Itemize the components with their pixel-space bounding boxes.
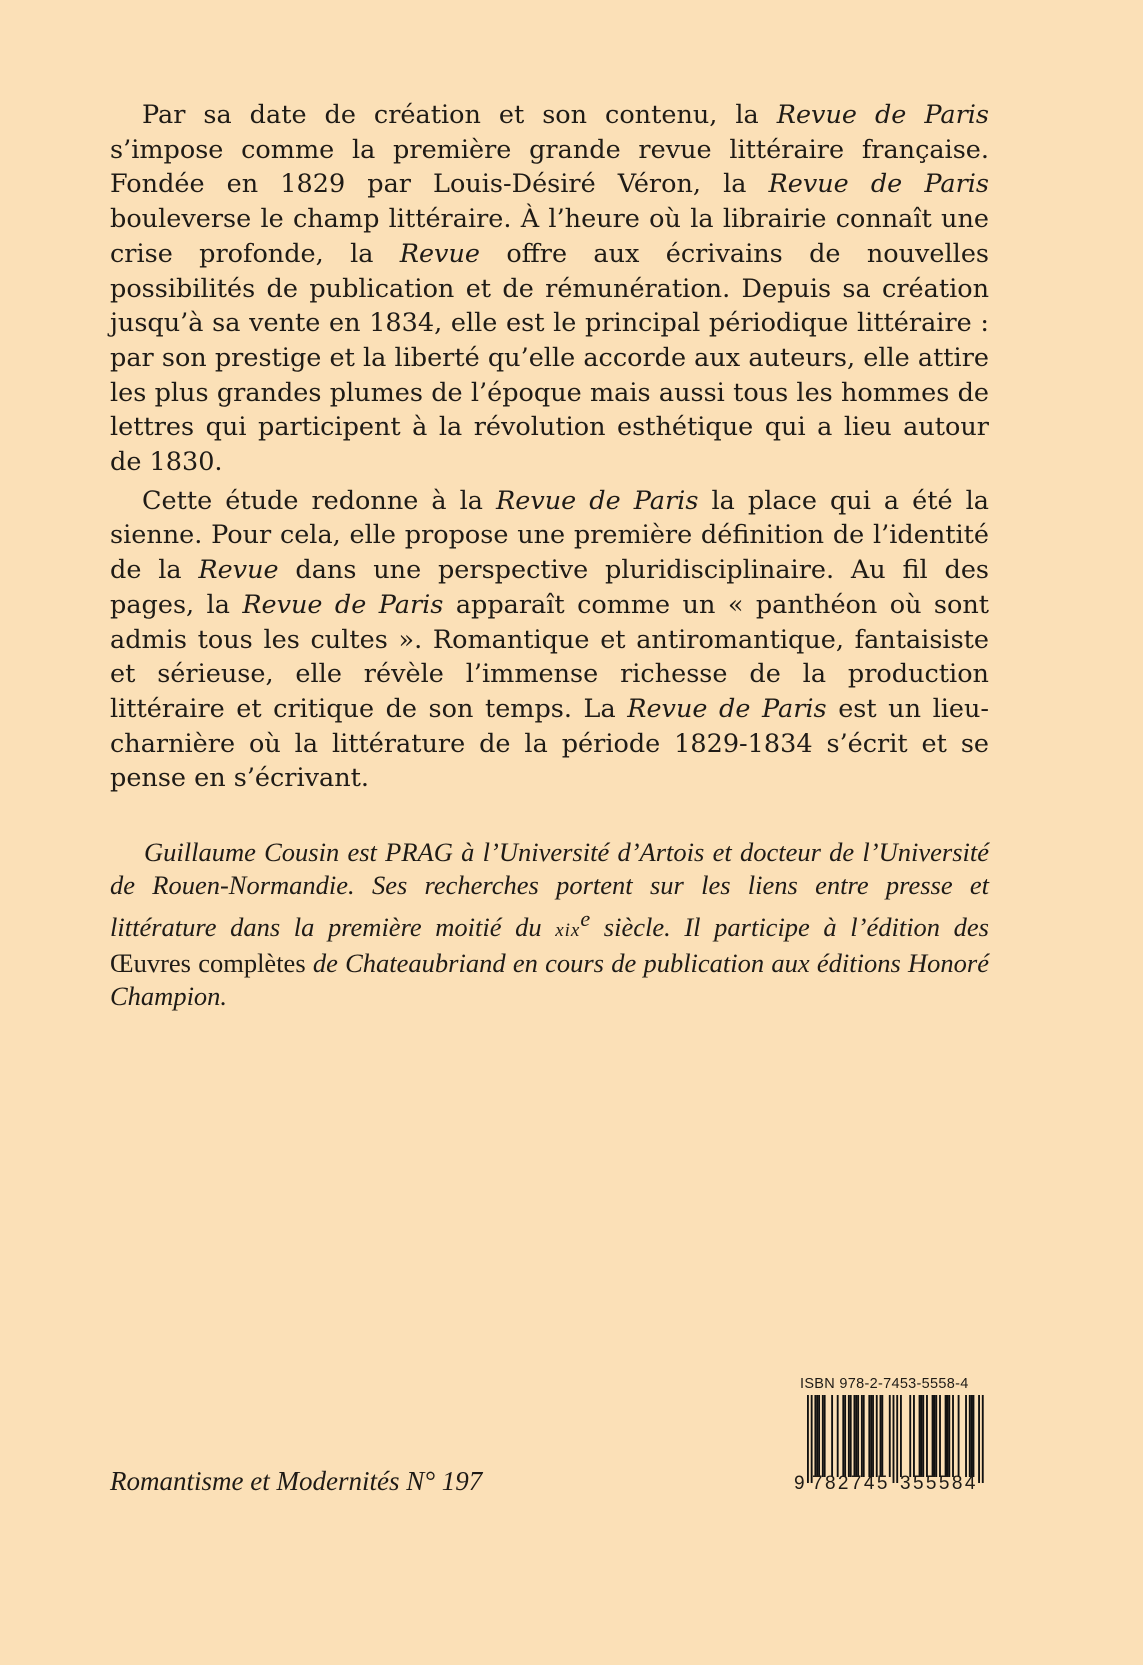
bio-text: de Chateaubriand en cours de publication aux éditions Honoré Champion. bbox=[110, 947, 989, 1011]
barcode-bar bbox=[932, 1395, 934, 1477]
barcode-bar bbox=[854, 1395, 856, 1477]
barcode-bar bbox=[965, 1395, 967, 1477]
barcode-bar bbox=[881, 1395, 883, 1477]
barcode-bars bbox=[794, 1395, 990, 1483]
barcode-bar bbox=[811, 1395, 813, 1483]
barcode-bar bbox=[920, 1395, 922, 1477]
century-numeral: xix bbox=[555, 919, 581, 941]
title-run: Revue bbox=[198, 555, 279, 586]
bio-text: siècle. Il participe à l’édition des bbox=[590, 911, 989, 942]
text-run: Par sa date de création et son contenu, la bbox=[142, 100, 777, 130]
text-run: la place qui a été la sienne. Pour cela, elle propose une première définition de l’identité de la bbox=[110, 485, 989, 586]
barcode-bar bbox=[850, 1395, 852, 1477]
text-run: bouleverse le champ littéraire. À l’heure où la librairie connaît une crise profonde, la bbox=[110, 204, 989, 269]
barcode-bar bbox=[973, 1395, 975, 1477]
century-superscript: e bbox=[580, 906, 591, 931]
barcode-bar bbox=[952, 1395, 954, 1477]
series-name: Romantisme et Modernités N° 197 bbox=[110, 1466, 483, 1496]
barcode-bar bbox=[945, 1395, 947, 1477]
barcode-bar bbox=[948, 1395, 950, 1477]
barcode-bar bbox=[896, 1395, 898, 1483]
author-bio bbox=[110, 836, 989, 1013]
barcode-bar bbox=[861, 1395, 863, 1477]
title-run: Revue de Paris bbox=[768, 169, 989, 200]
barcode-bar bbox=[822, 1395, 824, 1477]
title-run: Revue de Paris bbox=[496, 485, 699, 516]
back-cover-blurb bbox=[110, 98, 989, 800]
barcode-bar bbox=[816, 1395, 818, 1477]
barcode-bar bbox=[958, 1395, 960, 1477]
barcode-bar bbox=[844, 1395, 846, 1477]
barcode-bar bbox=[893, 1395, 895, 1483]
barcode-bar bbox=[919, 1395, 921, 1477]
barcode-bar bbox=[842, 1395, 844, 1477]
barcode-bar bbox=[969, 1395, 971, 1477]
barcode-bar bbox=[807, 1395, 809, 1483]
barcode-bar bbox=[909, 1395, 911, 1477]
text-run: offre aux écrivains de nouvelles possibilités de publication et de rémunération. Depuis sa création jusqu’à sa vente en 1834, elle est le principal périodique littéraire : par son prestige et la liberté qu’elle accorde aux auteurs, elle attire les plus grandes plumes de l’époque mais aussi tous les hommes de lettres qui participent à la révolution esthétique qui a lieu autour de 1830. bbox=[110, 238, 990, 478]
title-run: Revue de Paris bbox=[627, 693, 827, 724]
isbn-barcode bbox=[794, 1375, 990, 1494]
barcode-bar bbox=[870, 1395, 872, 1477]
text-run: Cette étude redonne à la bbox=[142, 485, 497, 516]
title-run: Revue bbox=[399, 238, 480, 269]
barcode-bar bbox=[872, 1395, 874, 1477]
barcode-bar bbox=[922, 1395, 924, 1477]
ean-first-digit: 9 bbox=[794, 1473, 805, 1494]
isbn-label: ISBN 978-2-7453-5558-4 bbox=[800, 1376, 969, 1392]
barcode-bar bbox=[880, 1395, 882, 1477]
barcode-bar bbox=[913, 1395, 915, 1477]
barcode-bar bbox=[857, 1395, 859, 1477]
barcode-bar bbox=[868, 1395, 870, 1477]
work-title: Œuvres complètes bbox=[110, 947, 306, 978]
text-run: s’impose comme la première grande revue littéraire française. Fondée en 1829 par Louis-Désiré Véron, la bbox=[110, 134, 989, 200]
barcode-bar bbox=[982, 1395, 984, 1483]
title-run: Revue de Paris bbox=[776, 100, 990, 130]
blurb-paragraph-2 bbox=[110, 484, 989, 796]
barcode-bar bbox=[900, 1395, 902, 1477]
barcode-bar bbox=[818, 1395, 820, 1477]
barcode-bar bbox=[814, 1395, 816, 1477]
barcode-bar bbox=[947, 1395, 949, 1477]
barcode-bar bbox=[933, 1395, 935, 1477]
barcode-bar bbox=[855, 1395, 857, 1477]
bio-text: Guillaume Cousin est PRAG à l’Université d’Artois et docteur de l’Université de Rouen-Normandie. Ses recherches portent sur les liens entre presse et littérature dans la première moitié du bbox=[110, 837, 989, 942]
barcode-bar bbox=[824, 1395, 826, 1477]
barcode-bar bbox=[876, 1395, 878, 1477]
ean-right-group: 355584 bbox=[900, 1473, 978, 1494]
text-run: dans une perspective pluridisciplinaire. Au fil des pages, la bbox=[110, 555, 989, 620]
text-run: apparaît comme un « panthéon où sont admis tous les cultes ». Romantique et antiromantique, fantaisiste et sérieuse, elle révèle l’immense richesse de la production littéraire et critique de son temps. La bbox=[110, 589, 990, 724]
barcode-bar bbox=[939, 1395, 941, 1477]
barcode-bar bbox=[971, 1395, 973, 1477]
barcode-bar bbox=[863, 1395, 865, 1477]
text-run: est un lieu-charnière où la littérature de la période 1829-1834 s’écrit et se pense en s’écrivant. bbox=[110, 693, 990, 794]
barcode-bar bbox=[837, 1395, 839, 1477]
ean-left-group: 782745 bbox=[812, 1473, 890, 1494]
barcode-bar bbox=[926, 1395, 928, 1477]
barcode-bar bbox=[889, 1395, 891, 1477]
barcode-bar bbox=[831, 1395, 833, 1477]
barcode-bar bbox=[848, 1395, 850, 1477]
barcode-bar bbox=[978, 1395, 980, 1483]
barcode-bar bbox=[935, 1395, 937, 1477]
title-run: Revue de Paris bbox=[242, 589, 444, 620]
blurb-paragraph-1 bbox=[110, 98, 989, 480]
